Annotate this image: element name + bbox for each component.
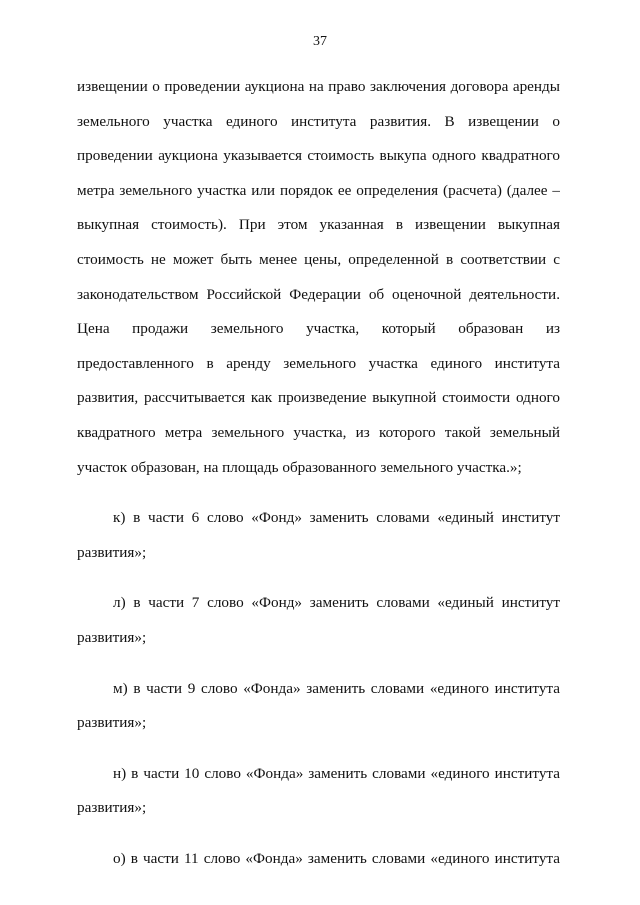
text-line: развития»; <box>77 799 147 817</box>
text-line: квадратного метра земельного участка, из которого такой земельный <box>77 423 560 441</box>
text-line: предоставленного в аренду земельного участка единого института <box>77 354 560 372</box>
text-line: земельного участка единого института развития. В извещении о <box>77 112 560 130</box>
text-line: развития»; <box>77 714 147 732</box>
document-body <box>77 70 560 876</box>
text-line: метра земельного участка или порядок ее определения (расчета) (далее – <box>77 181 560 199</box>
amendment-item-n: н) в части 10 слово «Фонда» заменить словами «единого института <box>113 764 560 782</box>
text-line: Цена продажи земельного участка, который образован из <box>77 320 560 338</box>
page-number: 37 <box>313 34 327 49</box>
amendment-item-m: м) в части 9 слово «Фонда» заменить словами «единого института <box>113 679 560 697</box>
text-line: проведении аукциона указывается стоимость выкупа одного квадратного <box>77 147 560 165</box>
text-line: стоимость не может быть менее цены, определенной в соответствии с <box>77 250 560 268</box>
text-line: извещении о проведении аукциона на право заключения договора аренды <box>77 78 560 95</box>
text-line: выкупная стоимость). При этом указанная в извещении выкупная <box>77 216 560 234</box>
amendment-item-o: о) в части 11 слово «Фонда» заменить словами «единого института <box>113 849 560 867</box>
text-line: развития»; <box>77 628 147 646</box>
text-line: развития, рассчитывается как произведение выкупной стоимости одного <box>77 389 560 407</box>
text-line: участок образован, на площадь образованного земельного участка.»; <box>77 458 522 476</box>
text-line: развития»; <box>77 543 147 561</box>
amendment-item-l: л) в части 7 слово «Фонд» заменить словами «единый институт <box>113 594 560 612</box>
text-line: законодательством Российской Федерации об оценочной деятельности. <box>77 285 560 303</box>
amendment-item-k: к) в части 6 слово «Фонд» заменить словами «единый институт <box>113 509 560 527</box>
